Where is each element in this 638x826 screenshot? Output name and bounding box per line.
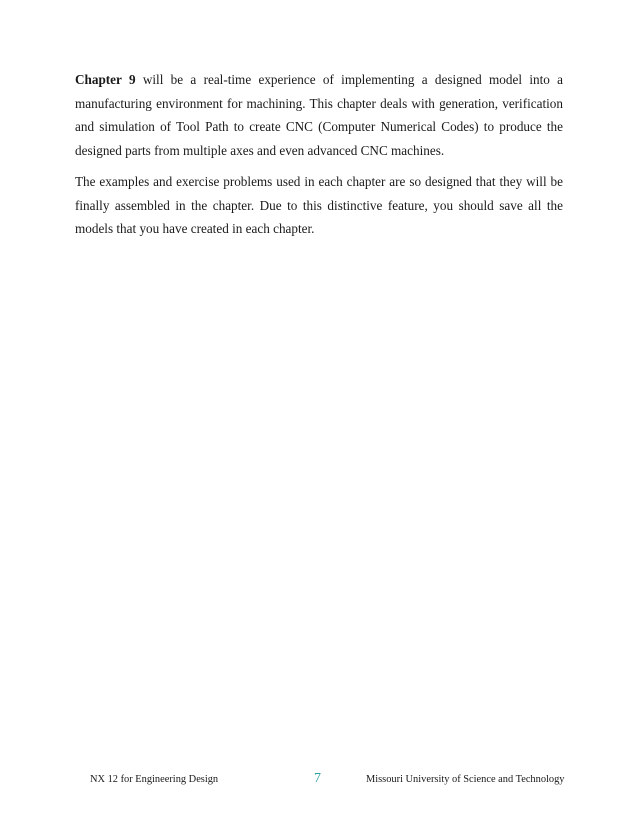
paragraph-chapter-9-text: will be a real-time experience of implementing a designed model into a manufacturing environment for machining. This chapter deals with generation, verification and simulation of Tool Path to create CNC (Computer Numerical Codes) to produce the designed parts from multiple axes and even advanced CNC machines.: [75, 72, 563, 158]
paragraph-chapter-9: [75, 68, 563, 162]
footer-publisher: Missouri University of Science and Technology: [366, 774, 565, 785]
footer-page-number: 7: [314, 771, 321, 786]
page-footer: [0, 771, 638, 791]
body-text: [75, 68, 563, 249]
paragraph-examples: The examples and exercise problems used in each chapter are so designed that they will be finally assembled in the chapter. Due to this distinctive feature, you should save all the models that you have created in each chapter.: [75, 174, 563, 236]
footer-book-title: NX 12 for Engineering Design: [90, 774, 219, 785]
chapter-9-heading: Chapter 9: [75, 72, 136, 87]
